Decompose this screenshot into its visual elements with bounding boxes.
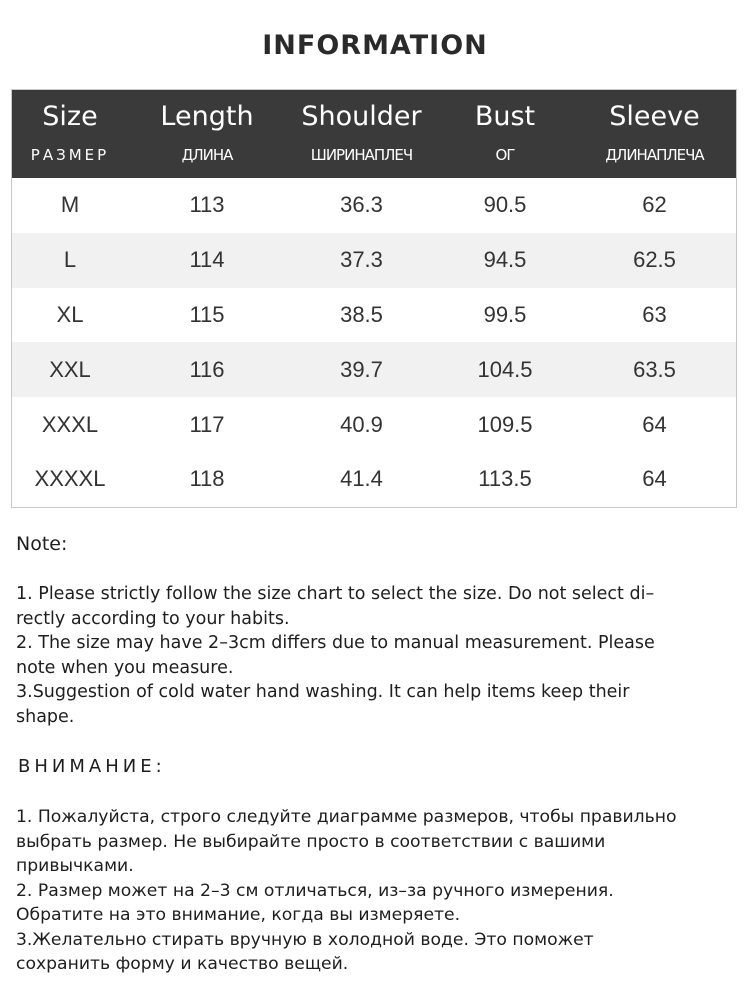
column-header-bust [437, 90, 573, 178]
cell-size: L [63, 247, 77, 273]
column-header-ru: ДЛИНАПЛЕЧА [605, 146, 704, 164]
size-chart-table [11, 89, 737, 508]
table-row [12, 452, 736, 507]
column-header-en: Bust [474, 101, 536, 132]
column-header-length [128, 90, 286, 178]
cell-bust: 99.5 [483, 301, 527, 327]
note-line-ru: 1. Пожалуйста, строго следуйте диаграмме размеров, чтобы правильно [16, 807, 677, 827]
cell-shoulder: 39.7 [340, 356, 383, 382]
table-row [12, 233, 736, 288]
note-line-ru: 2. Размер может на 2–3 см отличаться, из–за ручного измерения. [16, 880, 614, 901]
cell-size: XL [56, 301, 84, 327]
note-list [16, 582, 736, 729]
cell-bust: 104.5 [477, 356, 533, 382]
table-row [12, 178, 736, 233]
note-line-ru: выбрать размер. Не выбирайте просто в соответствии с вашими [16, 831, 606, 852]
table-row [12, 342, 736, 397]
note-line: note when you measure. [16, 657, 234, 678]
cell-size: XXXL [41, 411, 99, 437]
column-header-ru: ШИРИНАПЛЕЧ [310, 146, 413, 164]
cell-sleeve: 62.5 [633, 247, 676, 273]
column-header-en: Shoulder [301, 101, 422, 132]
cell-length: 113 [189, 192, 225, 218]
note-heading-ru: ВНИМАНИЕ: [18, 756, 166, 777]
column-header-size [12, 90, 128, 178]
cell-sleeve: 64 [642, 466, 667, 492]
cell-bust: 113.5 [478, 466, 532, 492]
note-line: shape. [16, 706, 75, 727]
column-header-en: Size [42, 101, 98, 132]
note-line: rectly according to your habits. [16, 608, 290, 629]
note-line-ru: Обратите на это внимание, когда вы измеряете. [16, 905, 461, 925]
column-header-ru: ОГ [495, 146, 515, 164]
note-line-ru: сохранить форму и качество вещей. [16, 954, 349, 974]
cell-bust: 90.5 [483, 192, 527, 218]
cell-sleeve: 64 [642, 411, 667, 437]
cell-shoulder: 36.3 [340, 192, 383, 218]
cell-size: M [60, 192, 80, 218]
page-title: INFORMATION [262, 30, 488, 61]
column-header-shoulder [286, 90, 437, 178]
table-header [12, 90, 736, 178]
cell-shoulder: 40.9 [340, 411, 383, 437]
cell-bust: 94.5 [483, 247, 527, 273]
column-header-ru: РАЗМЕР [30, 146, 110, 164]
cell-length: 116 [189, 356, 225, 382]
cell-size: XXL [49, 356, 91, 382]
table-row [12, 397, 736, 452]
note-line-ru: 3.Желательно стирать вручную в холодной воде. Это поможет [16, 929, 594, 950]
table-row [12, 288, 736, 343]
cell-sleeve: 63 [642, 301, 667, 327]
note-list-ru [16, 805, 736, 977]
column-header-en: Sleeve [609, 101, 700, 132]
column-header-ru: ДЛИНА [181, 146, 233, 164]
column-header-en: Length [160, 101, 254, 132]
note-line: 1. Please strictly follow the size chart to select the size. Do not select di– [16, 584, 655, 604]
note-line-ru: привычками. [16, 856, 134, 876]
column-header-sleeve [573, 90, 736, 178]
cell-length: 118 [189, 466, 225, 492]
cell-sleeve: 62 [642, 192, 667, 218]
cell-length: 115 [189, 301, 225, 327]
cell-sleeve: 63.5 [633, 356, 676, 382]
note-heading: Note: [16, 533, 68, 555]
cell-bust: 109.5 [477, 411, 533, 437]
cell-shoulder: 38.5 [340, 301, 383, 327]
cell-length: 117 [189, 411, 225, 437]
cell-shoulder: 41.4 [340, 466, 383, 492]
cell-length: 114 [189, 247, 225, 273]
note-line: 3.Suggestion of cold water hand washing. It can help items keep their [16, 682, 630, 702]
note-line: 2. The size may have 2–3cm differs due to manual measurement. Please [16, 633, 655, 653]
cell-shoulder: 37.3 [340, 247, 383, 273]
cell-size: XXXXL [34, 466, 106, 492]
